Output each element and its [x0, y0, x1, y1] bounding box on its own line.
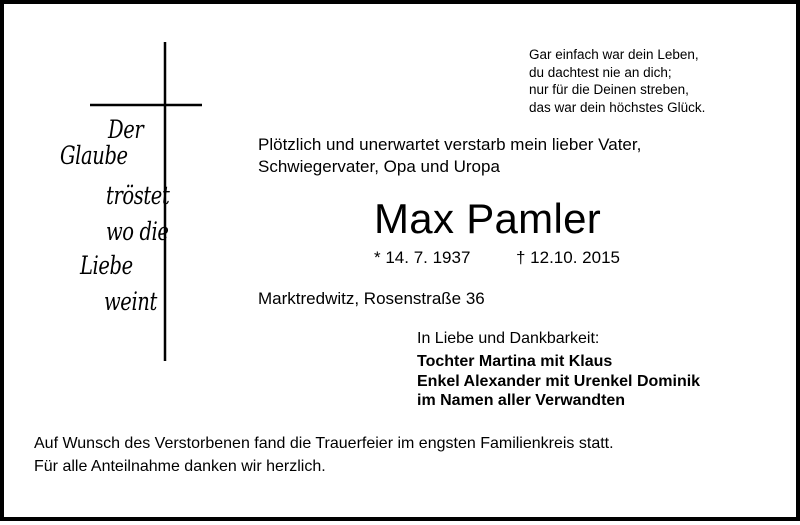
address: Marktredwitz, Rosenstraße 36	[258, 289, 485, 308]
verse-line: nur für die Deinen streben,	[529, 82, 689, 97]
deceased-name: Max Pamler	[374, 195, 602, 242]
death-date: † 12.10. 2015	[516, 248, 620, 267]
verse-line: du dachtest nie an dich;	[529, 64, 672, 80]
closing-line: Auf Wunsch des Verstorbenen fand die Trauerfeier im engsten Familienkreis statt.	[34, 435, 614, 452]
family-list	[417, 352, 700, 411]
family-line: Tochter Martina mit Klaus	[417, 353, 613, 370]
intro-line: Plötzlich und unerwartet verstarb mein lieber Vater,	[258, 135, 642, 154]
emblem-word-6: weint	[104, 287, 157, 316]
emblem-word-4: wo die	[106, 217, 169, 246]
intro-text	[258, 134, 641, 178]
birth-date: * 14. 7. 1937	[374, 248, 471, 267]
verse-line: Gar einfach war dein Leben,	[529, 47, 699, 62]
emblem-word-5: Liebe	[80, 251, 133, 280]
verse	[529, 46, 705, 116]
emblem-word-2: Glaube	[60, 141, 128, 170]
thanks-heading: In Liebe und Dankbarkeit:	[417, 330, 600, 347]
emblem-word-3: tröstet	[106, 181, 170, 210]
closing-text	[34, 432, 614, 478]
intro-line: Schwiegervater, Opa und Uropa	[258, 157, 500, 176]
family-line: Enkel Alexander mit Urenkel Dominik	[417, 372, 701, 390]
verse-line: das war dein höchstes Glück.	[529, 99, 706, 115]
emblem-word-1: Der	[108, 115, 144, 144]
family-line: im Namen aller Verwandten	[417, 392, 626, 409]
closing-line: Für alle Anteilnahme danken wir herzlich.	[34, 458, 326, 475]
